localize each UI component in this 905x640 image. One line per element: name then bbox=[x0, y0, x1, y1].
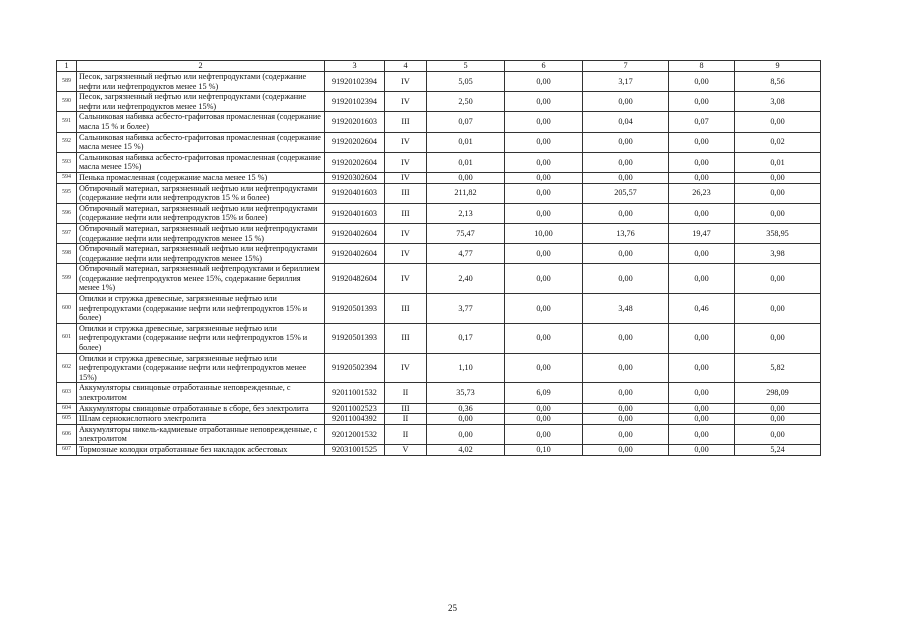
value-col-8: 0,00 bbox=[669, 353, 735, 383]
hazard-class: II bbox=[385, 424, 427, 444]
waste-name: Песок, загрязненный нефтью или нефтепродуктами (содержание нефти или нефтепродуктов менее 15 %) bbox=[77, 72, 325, 92]
hazard-class: IV bbox=[385, 223, 427, 243]
fkko-code: 91920501393 bbox=[325, 294, 385, 324]
row-number: 604 bbox=[57, 403, 77, 414]
value-col-9: 0,00 bbox=[735, 294, 821, 324]
value-col-5: 0,00 bbox=[427, 414, 505, 425]
hazard-class: III bbox=[385, 112, 427, 132]
value-col-8: 0,00 bbox=[669, 92, 735, 112]
value-col-6: 0,00 bbox=[505, 264, 583, 294]
table-row bbox=[57, 92, 821, 112]
hazard-class: IV bbox=[385, 244, 427, 264]
value-col-8: 0,00 bbox=[669, 323, 735, 353]
col-header-6: 6 bbox=[505, 61, 583, 72]
value-col-6: 0,00 bbox=[505, 92, 583, 112]
row-number: 605 bbox=[57, 414, 77, 425]
value-col-8: 0,07 bbox=[669, 112, 735, 132]
fkko-code: 91920102394 bbox=[325, 92, 385, 112]
col-header-9: 9 bbox=[735, 61, 821, 72]
value-col-6: 0,00 bbox=[505, 424, 583, 444]
value-col-6: 0,00 bbox=[505, 203, 583, 223]
waste-name: Обтирочный материал, загрязненный нефтью или нефтепродуктами (содержание нефти или нефтепродуктов менее 15%) bbox=[77, 244, 325, 264]
table-row bbox=[57, 132, 821, 152]
value-col-8: 0,00 bbox=[669, 444, 735, 455]
value-col-9: 0,00 bbox=[735, 414, 821, 425]
table-row bbox=[57, 203, 821, 223]
value-col-6: 6,09 bbox=[505, 383, 583, 403]
value-col-7: 3,17 bbox=[583, 72, 669, 92]
waste-name: Тормозные колодки отработанные без накладок асбестовых bbox=[77, 444, 325, 455]
waste-name: Опилки и стружка древесные, загрязненные нефтью или нефтепродуктами (содержание нефти или нефтепродуктов 15% и более) bbox=[77, 294, 325, 324]
hazard-class: V bbox=[385, 444, 427, 455]
hazard-class: IV bbox=[385, 353, 427, 383]
row-number: 594 bbox=[57, 172, 77, 183]
hazard-class: III bbox=[385, 294, 427, 324]
value-col-5: 2,50 bbox=[427, 92, 505, 112]
value-col-9: 3,98 bbox=[735, 244, 821, 264]
value-col-5: 0,07 bbox=[427, 112, 505, 132]
row-number: 595 bbox=[57, 183, 77, 203]
value-col-9: 0,00 bbox=[735, 183, 821, 203]
value-col-5: 0,01 bbox=[427, 152, 505, 172]
value-col-9: 0,00 bbox=[735, 424, 821, 444]
value-col-7: 0,00 bbox=[583, 92, 669, 112]
waste-table bbox=[56, 60, 821, 456]
waste-name: Пенька промасленная (содержание масла менее 15 %) bbox=[77, 172, 325, 183]
fkko-code: 92011004392 bbox=[325, 414, 385, 425]
value-col-7: 0,00 bbox=[583, 383, 669, 403]
waste-name: Обтирочный материал, загрязненный нефтью или нефтепродуктами (содержание нефти или нефтепродуктов 15 % и более) bbox=[77, 183, 325, 203]
fkko-code: 91920402604 bbox=[325, 244, 385, 264]
value-col-9: 3,08 bbox=[735, 92, 821, 112]
row-number: 592 bbox=[57, 132, 77, 152]
col-header-7: 7 bbox=[583, 61, 669, 72]
value-col-7: 0,00 bbox=[583, 172, 669, 183]
value-col-9: 358,95 bbox=[735, 223, 821, 243]
fkko-code: 92011002523 bbox=[325, 403, 385, 414]
value-col-6: 0,00 bbox=[505, 353, 583, 383]
value-col-8: 19,47 bbox=[669, 223, 735, 243]
value-col-6: 0,00 bbox=[505, 294, 583, 324]
value-col-7: 0,00 bbox=[583, 444, 669, 455]
value-col-6: 0,00 bbox=[505, 152, 583, 172]
waste-name: Аккумуляторы никель-кадмиевые отработанные неповрежденные, с электролитом bbox=[77, 424, 325, 444]
hazard-class: III bbox=[385, 183, 427, 203]
waste-name: Опилки и стружка древесные, загрязненные нефтью или нефтепродуктами (содержание нефти или нефтепродуктов 15% и более) bbox=[77, 323, 325, 353]
value-col-6: 0,00 bbox=[505, 112, 583, 132]
value-col-8: 0,00 bbox=[669, 72, 735, 92]
fkko-code: 91920202604 bbox=[325, 132, 385, 152]
value-col-9: 5,24 bbox=[735, 444, 821, 455]
row-number: 600 bbox=[57, 294, 77, 324]
value-col-7: 0,00 bbox=[583, 244, 669, 264]
value-col-9: 0,02 bbox=[735, 132, 821, 152]
value-col-5: 2,40 bbox=[427, 264, 505, 294]
value-col-6: 0,00 bbox=[505, 414, 583, 425]
fkko-code: 91920482604 bbox=[325, 264, 385, 294]
value-col-8: 0,00 bbox=[669, 264, 735, 294]
col-header-2: 2 bbox=[77, 61, 325, 72]
row-number: 599 bbox=[57, 264, 77, 294]
value-col-9: 0,00 bbox=[735, 264, 821, 294]
fkko-code: 91920401603 bbox=[325, 183, 385, 203]
waste-name: Обтирочный материал, загрязненный нефтью или нефтепродуктами (содержание нефти или нефтепродуктов 15% и более) bbox=[77, 203, 325, 223]
value-col-8: 26,23 bbox=[669, 183, 735, 203]
value-col-5: 0,00 bbox=[427, 172, 505, 183]
waste-name: Сальниковая набивка асбесто-графитовая промасленная (содержание масла менее 15 %) bbox=[77, 132, 325, 152]
value-col-6: 0,00 bbox=[505, 244, 583, 264]
value-col-6: 0,00 bbox=[505, 323, 583, 353]
col-header-4: 4 bbox=[385, 61, 427, 72]
value-col-9: 8,56 bbox=[735, 72, 821, 92]
fkko-code: 91920201603 bbox=[325, 112, 385, 132]
value-col-7: 0,00 bbox=[583, 323, 669, 353]
waste-name: Обтирочный материал, загрязненный нефтепродуктами и бериллием (содержание нефтепродуктов менее 15%, содержание бериллия менее 1%) bbox=[77, 264, 325, 294]
value-col-5: 3,77 bbox=[427, 294, 505, 324]
row-number: 601 bbox=[57, 323, 77, 353]
value-col-9: 298,09 bbox=[735, 383, 821, 403]
table-row bbox=[57, 172, 821, 183]
value-col-5: 211,82 bbox=[427, 183, 505, 203]
table-row bbox=[57, 383, 821, 403]
row-number: 590 bbox=[57, 92, 77, 112]
value-col-6: 0,00 bbox=[505, 183, 583, 203]
hazard-class: IV bbox=[385, 152, 427, 172]
table-row bbox=[57, 414, 821, 425]
table-row bbox=[57, 424, 821, 444]
value-col-7: 3,48 bbox=[583, 294, 669, 324]
value-col-5: 4,77 bbox=[427, 244, 505, 264]
waste-name: Шлам сернокислотного электролита bbox=[77, 414, 325, 425]
value-col-9: 5,82 bbox=[735, 353, 821, 383]
col-header-8: 8 bbox=[669, 61, 735, 72]
value-col-7: 0,00 bbox=[583, 264, 669, 294]
hazard-class: IV bbox=[385, 92, 427, 112]
value-col-7: 0,00 bbox=[583, 132, 669, 152]
row-number: 591 bbox=[57, 112, 77, 132]
value-col-7: 0,04 bbox=[583, 112, 669, 132]
table-row bbox=[57, 223, 821, 243]
table-row bbox=[57, 444, 821, 455]
waste-name: Сальниковая набивка асбесто-графитовая промасленная (содержание масла менее 15%) bbox=[77, 152, 325, 172]
value-col-5: 0,17 bbox=[427, 323, 505, 353]
hazard-class: IV bbox=[385, 264, 427, 294]
value-col-5: 0,00 bbox=[427, 424, 505, 444]
value-col-8: 0,00 bbox=[669, 383, 735, 403]
row-number: 602 bbox=[57, 353, 77, 383]
value-col-6: 0,00 bbox=[505, 403, 583, 414]
hazard-class: III bbox=[385, 403, 427, 414]
value-col-7: 0,00 bbox=[583, 203, 669, 223]
hazard-class: IV bbox=[385, 72, 427, 92]
value-col-8: 0,46 bbox=[669, 294, 735, 324]
table-row bbox=[57, 353, 821, 383]
waste-name: Аккумуляторы свинцовые отработанные неповрежденные, с электролитом bbox=[77, 383, 325, 403]
fkko-code: 91920302604 bbox=[325, 172, 385, 183]
row-number: 606 bbox=[57, 424, 77, 444]
page-number: 25 bbox=[448, 603, 457, 613]
value-col-8: 0,00 bbox=[669, 424, 735, 444]
hazard-class: IV bbox=[385, 172, 427, 183]
value-col-9: 0,00 bbox=[735, 403, 821, 414]
table-row bbox=[57, 244, 821, 264]
value-col-6: 0,00 bbox=[505, 132, 583, 152]
table-row bbox=[57, 323, 821, 353]
value-col-7: 0,00 bbox=[583, 152, 669, 172]
hazard-class: III bbox=[385, 203, 427, 223]
fkko-code: 92012001532 bbox=[325, 424, 385, 444]
waste-name: Обтирочный материал, загрязненный нефтью или нефтепродуктами (содержание нефти или нефтепродуктов менее 15 %) bbox=[77, 223, 325, 243]
value-col-6: 0,10 bbox=[505, 444, 583, 455]
value-col-5: 1,10 bbox=[427, 353, 505, 383]
value-col-8: 0,00 bbox=[669, 132, 735, 152]
value-col-7: 0,00 bbox=[583, 424, 669, 444]
waste-name: Аккумуляторы свинцовые отработанные в сборе, без электролита bbox=[77, 403, 325, 414]
table-row bbox=[57, 403, 821, 414]
value-col-6: 10,00 bbox=[505, 223, 583, 243]
value-col-9: 0,00 bbox=[735, 172, 821, 183]
value-col-9: 0,00 bbox=[735, 203, 821, 223]
value-col-9: 0,01 bbox=[735, 152, 821, 172]
waste-name: Опилки и стружка древесные, загрязненные нефтью или нефтепродуктами (содержание нефти или нефтепродуктов менее 15%) bbox=[77, 353, 325, 383]
value-col-7: 13,76 bbox=[583, 223, 669, 243]
fkko-code: 91920202604 bbox=[325, 152, 385, 172]
fkko-code: 91920102394 bbox=[325, 72, 385, 92]
value-col-8: 0,00 bbox=[669, 414, 735, 425]
fkko-code: 91920402604 bbox=[325, 223, 385, 243]
waste-name: Сальниковая набивка асбесто-графитовая промасленная (содержание масла 15 % и более) bbox=[77, 112, 325, 132]
value-col-8: 0,00 bbox=[669, 152, 735, 172]
value-col-9: 0,00 bbox=[735, 323, 821, 353]
table-row bbox=[57, 183, 821, 203]
fkko-code: 91920501393 bbox=[325, 323, 385, 353]
fkko-code: 92011001532 bbox=[325, 383, 385, 403]
table-row bbox=[57, 112, 821, 132]
fkko-code: 91920401603 bbox=[325, 203, 385, 223]
value-col-5: 5,05 bbox=[427, 72, 505, 92]
value-col-8: 0,00 bbox=[669, 172, 735, 183]
table-row bbox=[57, 72, 821, 92]
hazard-class: IV bbox=[385, 132, 427, 152]
value-col-8: 0,00 bbox=[669, 244, 735, 264]
row-number: 589 bbox=[57, 72, 77, 92]
col-header-1: 1 bbox=[57, 61, 77, 72]
table-row bbox=[57, 152, 821, 172]
col-header-5: 5 bbox=[427, 61, 505, 72]
value-col-9: 0,00 bbox=[735, 112, 821, 132]
value-col-5: 2,13 bbox=[427, 203, 505, 223]
value-col-5: 0,36 bbox=[427, 403, 505, 414]
col-header-3: 3 bbox=[325, 61, 385, 72]
hazard-class: II bbox=[385, 383, 427, 403]
value-col-5: 4,02 bbox=[427, 444, 505, 455]
value-col-5: 35,73 bbox=[427, 383, 505, 403]
hazard-class: III bbox=[385, 323, 427, 353]
value-col-5: 0,01 bbox=[427, 132, 505, 152]
fkko-code: 92031001525 bbox=[325, 444, 385, 455]
waste-name: Песок, загрязненный нефтью или нефтепродуктами (содержание нефти или нефтепродуктов менее 15%) bbox=[77, 92, 325, 112]
row-number: 597 bbox=[57, 223, 77, 243]
hazard-class: II bbox=[385, 414, 427, 425]
value-col-8: 0,00 bbox=[669, 403, 735, 414]
table-row bbox=[57, 294, 821, 324]
value-col-7: 0,00 bbox=[583, 414, 669, 425]
row-number: 596 bbox=[57, 203, 77, 223]
value-col-7: 205,57 bbox=[583, 183, 669, 203]
row-number: 603 bbox=[57, 383, 77, 403]
value-col-7: 0,00 bbox=[583, 403, 669, 414]
row-number: 607 bbox=[57, 444, 77, 455]
row-number: 593 bbox=[57, 152, 77, 172]
table-row bbox=[57, 264, 821, 294]
value-col-7: 0,00 bbox=[583, 353, 669, 383]
value-col-6: 0,00 bbox=[505, 72, 583, 92]
value-col-5: 75,47 bbox=[427, 223, 505, 243]
header-row bbox=[57, 61, 821, 72]
row-number: 598 bbox=[57, 244, 77, 264]
value-col-8: 0,00 bbox=[669, 203, 735, 223]
value-col-6: 0,00 bbox=[505, 172, 583, 183]
fkko-code: 91920502394 bbox=[325, 353, 385, 383]
